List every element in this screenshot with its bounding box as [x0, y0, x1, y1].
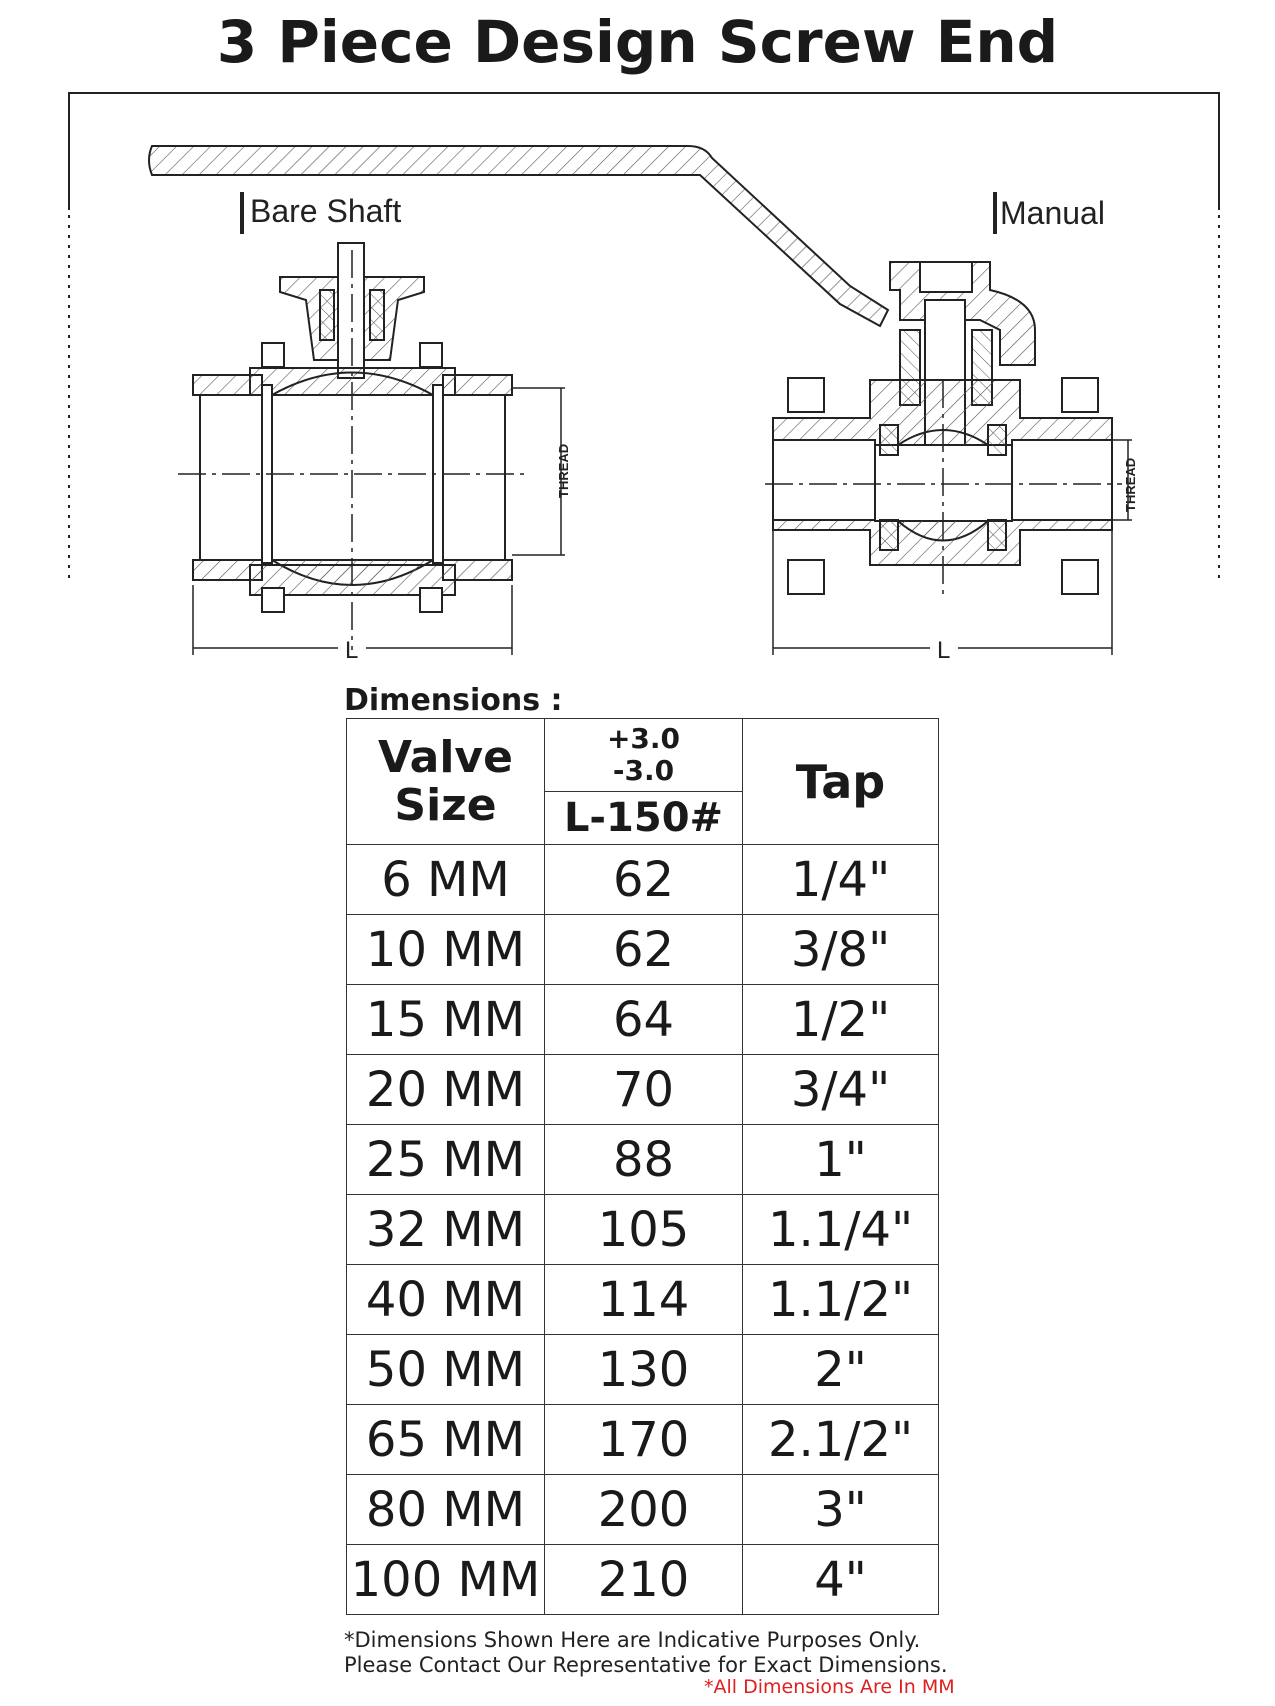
table-row — [347, 1475, 939, 1545]
cell-valve-size: 25 MM — [347, 1125, 545, 1195]
cell-valve-size: 6 MM — [347, 845, 545, 915]
cell-valve-size: 50 MM — [347, 1335, 545, 1405]
header-valve-line1: Valve — [378, 731, 513, 783]
note-units: *All Dimensions Are In MM — [704, 1676, 955, 1698]
dimensions-heading: Dimensions : — [344, 683, 563, 718]
cell-tap: 1/2" — [743, 985, 939, 1055]
right-label: Manual — [1000, 195, 1105, 231]
cell-length: 114 — [545, 1265, 743, 1335]
cell-length: 62 — [545, 915, 743, 985]
left-label-bar — [240, 192, 244, 234]
table-row — [347, 1055, 939, 1125]
header-tolerance — [545, 719, 743, 792]
right-label-bar — [993, 192, 997, 234]
table-row — [347, 985, 939, 1055]
header-tol-minus: -3.0 — [612, 754, 675, 787]
header-tap: Tap — [743, 719, 939, 845]
table-row — [347, 1405, 939, 1475]
left-label: Bare Shaft — [250, 193, 402, 229]
cell-tap: 4" — [743, 1545, 939, 1615]
dimensions-table — [346, 718, 939, 1615]
cell-tap: 3/8" — [743, 915, 939, 985]
cell-valve-size: 80 MM — [347, 1475, 545, 1545]
right-thread-label: THREAD — [1123, 457, 1138, 512]
handle-lever — [149, 146, 888, 326]
cell-tap: 3/4" — [743, 1055, 939, 1125]
header-valve-size — [347, 719, 545, 845]
cell-tap: 1" — [743, 1125, 939, 1195]
header-l-150: L-150# — [545, 792, 743, 845]
cell-length: 170 — [545, 1405, 743, 1475]
cell-tap: 1.1/4" — [743, 1195, 939, 1265]
table-row — [347, 1265, 939, 1335]
cell-length: 70 — [545, 1055, 743, 1125]
cell-valve-size: 10 MM — [347, 915, 545, 985]
cell-valve-size: 65 MM — [347, 1405, 545, 1475]
cell-valve-size: 40 MM — [347, 1265, 545, 1335]
cell-length: 105 — [545, 1195, 743, 1265]
cell-tap: 3" — [743, 1475, 939, 1545]
table-row — [347, 1125, 939, 1195]
header-tol-plus: +3.0 — [606, 722, 681, 755]
cell-tap: 1/4" — [743, 845, 939, 915]
note-indicative: *Dimensions Shown Here are Indicative Purposes Only. — [344, 1628, 921, 1652]
cell-length: 210 — [545, 1545, 743, 1615]
cell-valve-size: 15 MM — [347, 985, 545, 1055]
left-length-label: L — [345, 637, 359, 664]
cell-length: 62 — [545, 845, 743, 915]
table-row — [347, 1335, 939, 1405]
page-title: 3 Piece Design Screw End — [216, 8, 1059, 76]
table-row — [347, 845, 939, 915]
header-valve-line2: Size — [394, 779, 497, 831]
cell-valve-size: 100 MM — [347, 1545, 545, 1615]
cell-valve-size: 20 MM — [347, 1055, 545, 1125]
cell-length: 200 — [545, 1475, 743, 1545]
cell-tap: 1.1/2" — [743, 1265, 939, 1335]
cell-length: 130 — [545, 1335, 743, 1405]
valve-drawing — [0, 0, 1275, 680]
table-row — [347, 1195, 939, 1265]
cell-length: 88 — [545, 1125, 743, 1195]
table-row — [347, 1545, 939, 1615]
cell-valve-size: 32 MM — [347, 1195, 545, 1265]
cell-tap: 2.1/2" — [743, 1405, 939, 1475]
cell-length: 64 — [545, 985, 743, 1055]
right-length-label: L — [937, 637, 951, 664]
note-contact: Please Contact Our Representative for Exact Dimensions. — [344, 1653, 948, 1677]
cell-tap: 2" — [743, 1335, 939, 1405]
table-row — [347, 915, 939, 985]
left-thread-label: THREAD — [556, 443, 571, 498]
